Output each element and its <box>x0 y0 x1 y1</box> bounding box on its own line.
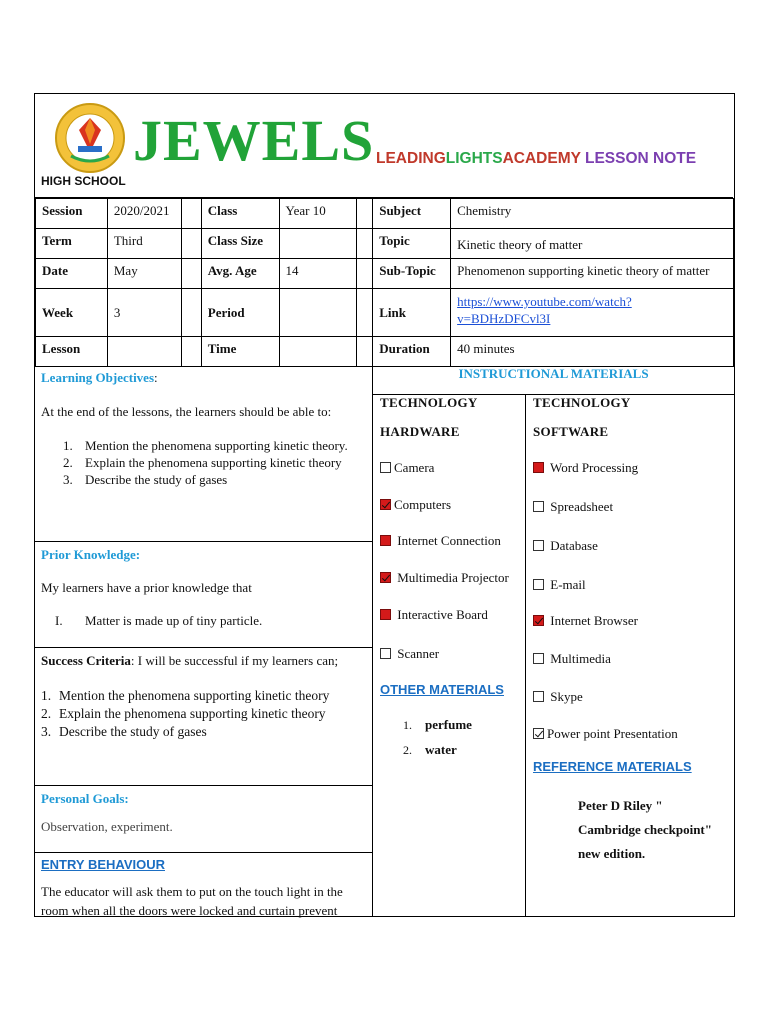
list-item: 1. perfume <box>403 717 472 732</box>
instructional-materials-section <box>373 365 734 916</box>
session-label: Session <box>36 199 108 229</box>
software-skype[interactable]: Skype <box>533 689 583 705</box>
sub-topic-label: Sub-Topic <box>373 259 451 289</box>
header <box>35 94 733 198</box>
lesson-value <box>107 337 181 367</box>
hardware-interactive-board[interactable]: Interactive Board <box>380 607 488 623</box>
left-column <box>35 365 373 916</box>
checkbox-icon[interactable] <box>533 501 544 512</box>
lesson-note-sheet <box>34 93 735 917</box>
brand-lights: LIGHTS <box>445 150 503 167</box>
learning-objectives-title: Learning Objectives <box>41 370 155 385</box>
hardware-camera[interactable]: Camera <box>380 460 434 476</box>
list-item: 1. Mention the phenomena supporting kinetic theory <box>41 688 330 703</box>
checkbox-icon[interactable] <box>533 653 544 664</box>
software-multimedia[interactable]: Multimedia <box>533 651 611 667</box>
reference-materials-title: REFERENCE MATERIALS <box>533 759 692 774</box>
instructional-materials-title: INSTRUCTIONAL MATERIALS <box>458 366 649 381</box>
link-label: Link <box>373 289 451 337</box>
date-value: May <box>107 259 181 289</box>
learning-objectives-section: Learning Objectives: At the end of the lessons, the learners should be able to: 1. Mention the phenomena supporting kinetic theory. 2. Explain the phenomena supporting kinetic theory 3. Describe the study of gases <box>35 365 373 542</box>
checkbox-icon[interactable] <box>380 609 391 620</box>
objectives-intro: At the end of the lessons, the learners should be able to: <box>41 404 332 419</box>
software-head-2: SOFTWARE <box>533 424 609 439</box>
reference-text: Peter D Riley " Cambridge checkpoint" new edition. <box>578 798 712 861</box>
period-label: Period <box>201 289 279 337</box>
prior-knowledge-title: Prior Knowledge: <box>41 547 141 562</box>
term-value: Third <box>107 229 181 259</box>
week-label: Week <box>36 289 108 337</box>
term-label: Term <box>36 229 108 259</box>
list-item: 1. Mention the phenomena supporting kinetic theory. <box>63 438 348 453</box>
success-list <box>41 687 367 741</box>
school-logo <box>49 100 131 176</box>
prior-knowledge-section <box>35 542 373 648</box>
time-label: Time <box>201 337 279 367</box>
hardware-computers[interactable]: Computers <box>380 497 451 513</box>
personal-goals-text: Observation, experiment. <box>41 819 173 834</box>
materials-header <box>373 365 734 395</box>
hardware-head-2: HARDWARE <box>380 424 460 439</box>
class-value: Year 10 <box>279 199 357 229</box>
hardware-projector[interactable]: Multimedia Projector <box>380 570 509 586</box>
info-table <box>35 198 734 367</box>
list-item: 2. water <box>403 742 457 757</box>
time-value <box>279 337 357 367</box>
column-divider <box>525 395 526 916</box>
checkbox-checked-icon[interactable] <box>380 499 391 510</box>
software-email[interactable]: E-mail <box>533 577 586 593</box>
avg-age-value: 14 <box>279 259 357 289</box>
entry-text: The educator will ask them to put on the touch light in the room when all the doors were locked and curtain prevent <box>41 884 343 918</box>
period-value <box>279 289 357 337</box>
class-label: Class <box>201 199 279 229</box>
checkbox-checked-icon[interactable] <box>533 615 544 626</box>
subject-label: Subject <box>373 199 451 229</box>
video-link[interactable] <box>451 289 734 337</box>
software-spreadsheet[interactable]: Spreadsheet <box>533 499 613 515</box>
objectives-list <box>41 437 367 488</box>
software-internet-browser[interactable]: Internet Browser <box>533 613 638 629</box>
sub-topic-value: Phenomenon supporting kinetic theory of matter <box>451 259 734 289</box>
checkbox-icon[interactable] <box>533 691 544 702</box>
class-size-value <box>279 229 357 259</box>
high-school-label: HIGH SCHOOL <box>41 174 126 188</box>
other-materials-title: OTHER MATERIALS <box>380 682 504 697</box>
class-size-label: Class Size <box>201 229 279 259</box>
list-item: 3. Describe the study of gases <box>63 472 228 487</box>
list-item: I. Matter is made up of tiny particle. <box>55 613 263 628</box>
hardware-internet[interactable]: Internet Connection <box>380 533 501 549</box>
hardware-scanner[interactable]: Scanner <box>380 646 439 662</box>
jewels-wordmark: JEWELS <box>133 108 375 173</box>
personal-goals-section <box>35 786 373 853</box>
topic-value: Kinetic theory of matter <box>451 229 734 259</box>
success-criteria-section: Success Criteria: I will be successful if my learners can; 1. Mention the phenomena supporting kinetic theory 2. Explain the phenomena supporting kinetic theory 3. Describe the study of gases <box>35 648 373 786</box>
list-item: 2. Explain the phenomena supporting kinetic theory <box>41 706 326 721</box>
prior-intro: My learners have a prior knowledge that <box>41 580 252 595</box>
list-item: 3. Describe the study of gases <box>41 724 207 739</box>
link-line-2[interactable]: v=BDHzDFCvl3I <box>457 311 551 326</box>
brand-lesson-note: LESSON NOTE <box>580 150 697 167</box>
date-label: Date <box>36 259 108 289</box>
checkbox-icon[interactable] <box>533 540 544 551</box>
software-word-processing[interactable]: Word Processing <box>533 460 638 476</box>
entry-behaviour-section <box>35 853 373 918</box>
software-powerpoint[interactable]: Power point Presentation <box>533 726 678 742</box>
checkbox-icon[interactable] <box>380 648 391 659</box>
checkbox-checked-icon[interactable] <box>380 572 391 583</box>
session-value: 2020/2021 <box>107 199 181 229</box>
duration-value: 40 minutes <box>451 337 734 367</box>
subject-value: Chemistry <box>451 199 734 229</box>
avg-age-label: Avg. Age <box>201 259 279 289</box>
brand-leading: LEADING <box>376 150 446 167</box>
personal-goals-title: Personal Goals: <box>41 791 129 806</box>
software-head-1: TECHNOLOGY <box>533 395 631 410</box>
link-line-1[interactable]: https://www.youtube.com/watch? <box>457 294 632 309</box>
checkbox-icon[interactable] <box>533 579 544 590</box>
checkbox-checked-icon[interactable] <box>533 728 544 739</box>
entry-behaviour-title: ENTRY BEHAVIOUR <box>41 857 165 872</box>
checkbox-icon[interactable] <box>380 462 391 473</box>
checkbox-icon[interactable] <box>533 462 544 473</box>
brand-academy: ACADEMY <box>502 150 581 167</box>
duration-label: Duration <box>373 337 451 367</box>
software-database[interactable]: Database <box>533 538 598 554</box>
checkbox-icon[interactable] <box>380 535 391 546</box>
lesson-label: Lesson <box>36 337 108 367</box>
topic-label: Topic <box>373 229 451 259</box>
week-value: 3 <box>107 289 181 337</box>
list-item: 2. Explain the phenomena supporting kinetic theory <box>63 455 342 470</box>
hardware-head-1: TECHNOLOGY <box>380 395 478 410</box>
success-criteria-title: Success Criteria <box>41 653 131 668</box>
academy-title <box>376 150 696 168</box>
